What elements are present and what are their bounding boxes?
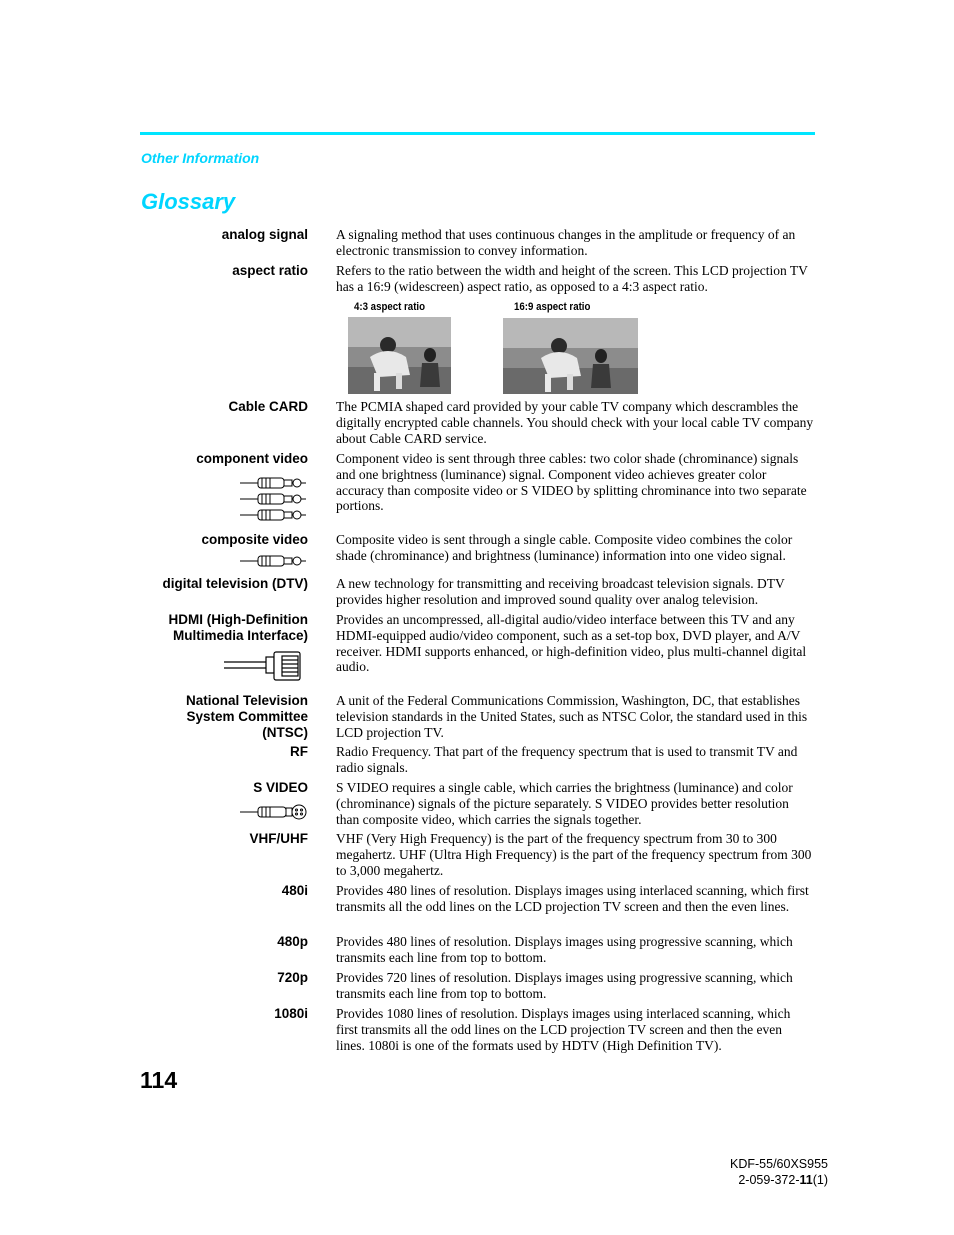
aspect-169-caption: 16:9 aspect ratio xyxy=(514,301,591,313)
definition: Refers to the ratio between the width and height of the screen. This LCD projection TV has a 16:9 (widescreen) aspect ratio, as opposed to a 4:3 aspect ratio. xyxy=(336,263,808,294)
term: HDMI (High-Definition Multimedia Interface) xyxy=(168,612,308,643)
term: RF xyxy=(290,744,308,759)
term: component video xyxy=(196,451,308,466)
definition: Provides an uncompressed, all-digital audio/video interface between this TV and any HDMI-equipped audio/video component, such as a set-top box, DVD player, and A/V receiver. HDMI supports enhanced, or high-definition video, plus multi-channel digital audio. xyxy=(336,612,807,675)
component-cable-icon xyxy=(238,475,308,523)
definition: Provides 480 lines of resolution. Displays images using progressive scanning, which transmits each line from top to bottom. xyxy=(336,934,793,965)
term: 480i xyxy=(281,883,308,898)
composite-cable-icon xyxy=(238,554,308,568)
definition: A new technology for transmitting and receiving broadcast television signals. DTV provides higher resolution and improved sound quality over analog television. xyxy=(336,576,785,607)
page-title: Glossary xyxy=(141,189,236,214)
definition: Provides 720 lines of resolution. Displays images using progressive scanning, which transmits each line from top to bottom. xyxy=(336,970,793,1001)
definition: Provides 1080 lines of resolution. Displays images using interlaced scanning, which first transmits all the odd lines on the LCD projection TV screen and then the even lines. 1080i is one of the formats used by HDTV (High Definition TV). xyxy=(336,1006,791,1053)
header-rule xyxy=(140,132,815,135)
s-video-cable-icon xyxy=(238,803,308,821)
term: 480p xyxy=(277,934,308,949)
aspect-43-photo xyxy=(348,317,451,394)
model-number: KDF-55/60XS955 xyxy=(730,1157,828,1171)
code-suffix: (1) xyxy=(812,1173,828,1187)
term: composite video xyxy=(201,532,308,547)
section-label: Other Information xyxy=(141,150,260,166)
term: aspect ratio xyxy=(232,263,308,278)
term: Cable CARD xyxy=(228,399,308,414)
code-prefix: 2-059-372- xyxy=(738,1173,800,1187)
term: VHF/UHF xyxy=(249,831,308,846)
code-bold: 11 xyxy=(799,1173,813,1187)
aspect-43-caption: 4:3 aspect ratio xyxy=(354,301,426,313)
definition: Component video is sent through three cables: two color shade (chrominance) signals and one brightness (luminance) signal. Component video achieves greater color accuracy than composite video or S VIDEO by splitting chrominance into two separate portions. xyxy=(336,451,807,514)
definition: VHF (Very High Frequency) is the part of the frequency spectrum from 30 to 300 megahertz. UHF (Ultra High Frequency) is the part of the frequency spectrum from 300 to 3,000 megahertz. xyxy=(336,831,812,878)
document-code xyxy=(730,1172,828,1188)
definition: A unit of the Federal Communications Commission, Washington, DC, that establishes television standards in the United States, such as NTSC Color, the standard used in this LCD projection TV. xyxy=(336,693,808,740)
definition: A signaling method that uses continuous changes in the amplitude or frequency of an electronic transmission to convey information. xyxy=(336,227,796,258)
definition: The PCMIA shaped card provided by your cable TV company which descrambles the digitally encrypted cable channels. You should check with your local cable TV company about Cable CARD service. xyxy=(336,399,814,446)
term: analog signal xyxy=(221,227,308,242)
definition: Composite video is sent through a single cable. Composite video combines the color shade (chrominance) and brightness (luminance) information into one video signal. xyxy=(336,532,793,563)
term: 720p xyxy=(277,970,308,985)
aspect-169-photo xyxy=(503,318,638,394)
term: 1080i xyxy=(274,1006,308,1021)
footer xyxy=(730,1156,828,1188)
definition: Radio Frequency. That part of the frequency spectrum that is used to transmit TV and radio signals. xyxy=(336,744,798,775)
term: digital television (DTV) xyxy=(162,576,308,591)
page-number: 114 xyxy=(140,1067,178,1093)
term: S VIDEO xyxy=(253,780,308,795)
term: National Television System Committee (NTSC) xyxy=(185,693,308,740)
definition: S VIDEO requires a single cable, which carries the brightness (luminance) and color (chrominance) signals of the picture separately. S VIDEO provides better resolution than composite video, which carries the signals together. xyxy=(336,780,793,827)
hdmi-connector-icon xyxy=(222,648,306,686)
definition: Provides 480 lines of resolution. Displays images using interlaced scanning, which first transmits all the odd lines on the LCD projection TV screen and then the even lines. xyxy=(336,883,809,914)
